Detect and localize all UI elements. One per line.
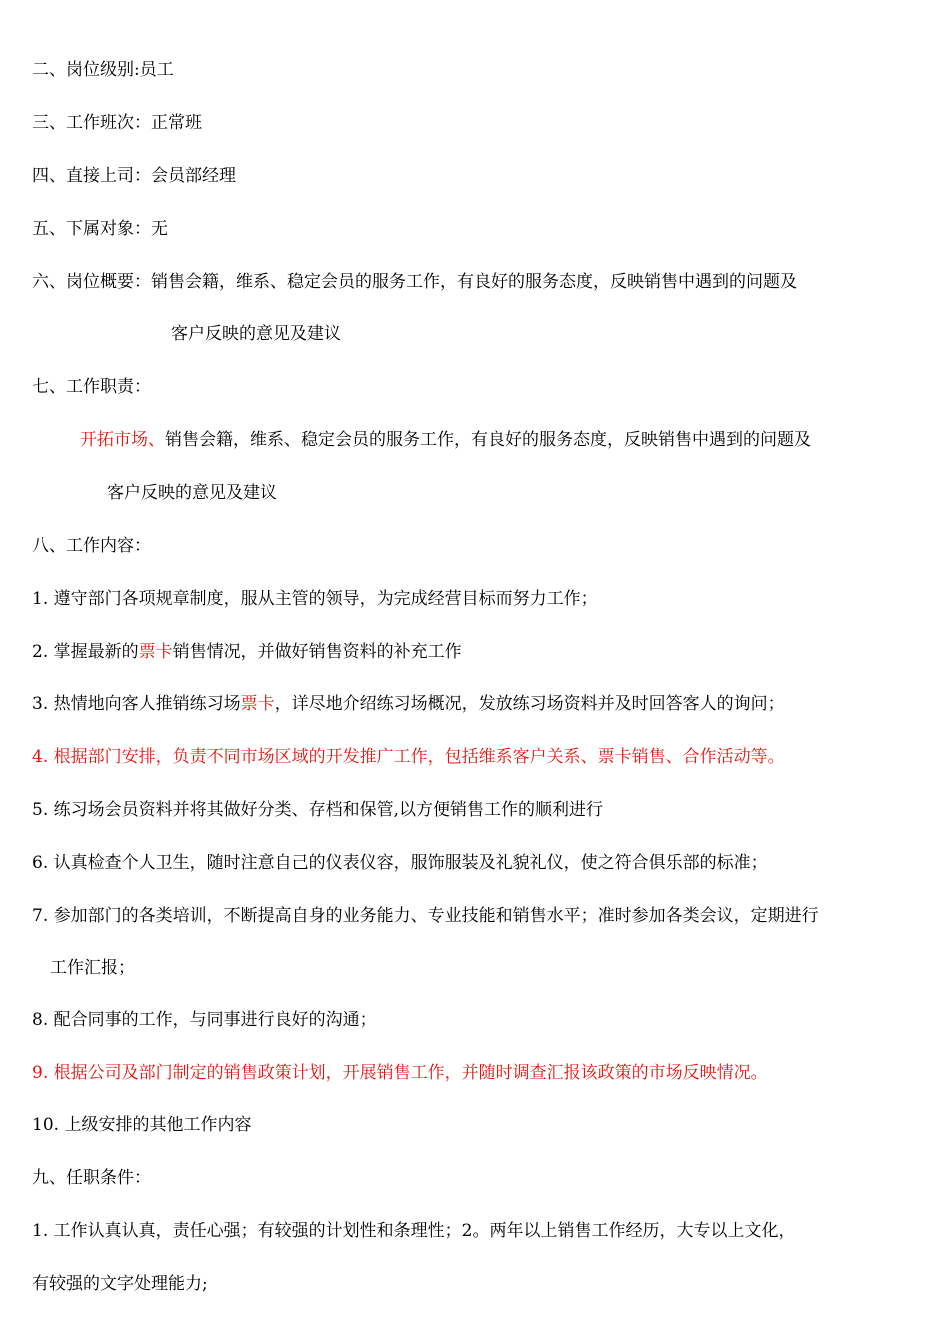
content-item-10: 10. 上级安排的其他工作内容 — [32, 1115, 252, 1135]
content-item-7-line-2: 工作汇报； — [50, 958, 135, 978]
requirements-line-1: 1. 工作认真认真，责任心强；有较强的计划性和条理性；2。两年以上销售工作经历，大专以上文化， — [32, 1221, 796, 1241]
section-content-heading: 八、工作内容： — [32, 536, 151, 556]
section-overview-line-1: 六、岗位概要：销售会籍，维系、稳定会员的服务工作，有良好的服务态度，反映销售中遇到的问题及 — [32, 272, 797, 292]
duties-line-1 — [80, 428, 811, 452]
duties-line-1-text: 销售会籍，维系、稳定会员的服务工作，有良好的服务态度，反映销售中遇到的问题及 — [165, 430, 811, 450]
content-item-4: 4. 根据部门安排，负责不同市场区域的开发推广工作，包括维系客户关系、票卡销售、合作活动等。 — [32, 747, 785, 767]
content-item-2-text-a: 2. 掌握最新的 — [32, 642, 139, 662]
content-item-7-line-1: 7. 参加部门的各类培训，不断提高自身的业务能力、专业技能和销售水平；准时参加各类会议，定期进行 — [32, 906, 819, 926]
section-subordinates: 五、下属对象：无 — [32, 219, 168, 239]
section-work-shift: 三、工作班次：正常班 — [32, 113, 202, 133]
content-item-2-highlight: 票卡 — [138, 642, 173, 662]
content-item-8: 8. 配合同事的工作，与同事进行良好的沟通； — [32, 1010, 377, 1030]
content-item-9: 9. 根据公司及部门制定的销售政策计划，开展销售工作，并随时调查汇报该政策的市场反映情况。 — [32, 1063, 768, 1083]
content-item-3-text-b: ，详尽地介绍练习场概况，发放练习场资料并及时回答客人的询问； — [274, 694, 785, 714]
content-item-5: 5. 练习场会员资料并将其做好分类、存档和保管,以方便销售工作的顺利进行 — [32, 800, 604, 820]
content-item-3-text-a: 3. 热情地向客人推销练习场 — [32, 694, 241, 714]
content-item-1: 1. 遵守部门各项规章制度，服从主管的领导，为完成经营目标而努力工作； — [32, 589, 598, 609]
section-duties-heading: 七、工作职责： — [32, 377, 151, 397]
section-requirements-heading: 九、任职条件： — [32, 1168, 151, 1188]
duties-line-2: 客户反映的意见及建议 — [107, 483, 277, 503]
requirements-line-2: 有较强的文字处理能力; — [32, 1274, 208, 1294]
section-job-level: 二、岗位级别:员工 — [32, 60, 174, 80]
section-overview-line-2: 客户反映的意见及建议 — [171, 324, 341, 344]
content-item-2-text-b: 销售情况，并做好销售资料的补充工作 — [172, 642, 462, 662]
content-item-6: 6. 认真检查个人卫生，随时注意自己的仪表仪容，服饰服装及礼貌礼仪，使之符合俱乐部的标准； — [32, 853, 768, 873]
content-item-2 — [32, 640, 462, 664]
section-supervisor: 四、直接上司：会员部经理 — [32, 166, 236, 186]
content-item-3-highlight: 票卡 — [240, 694, 275, 714]
duties-highlight: 开拓市场、 — [80, 430, 165, 450]
content-item-3 — [32, 692, 785, 716]
